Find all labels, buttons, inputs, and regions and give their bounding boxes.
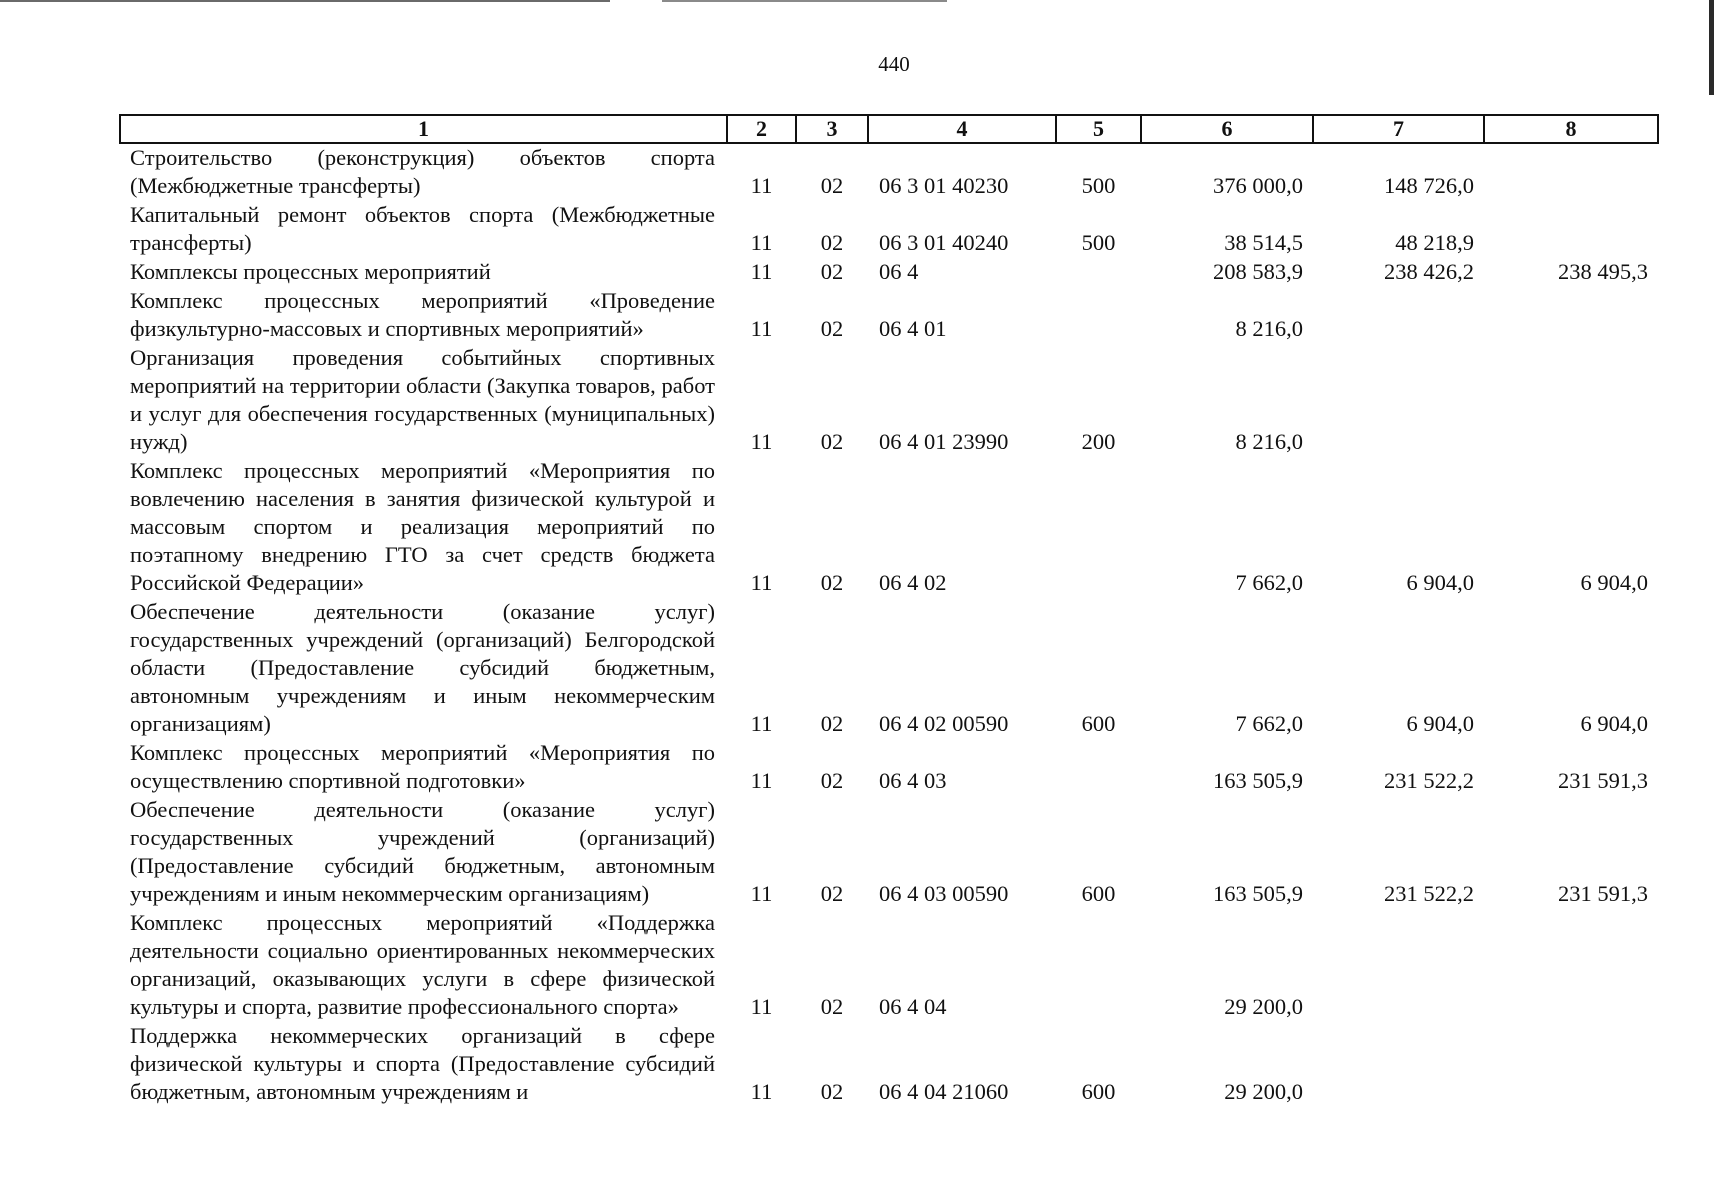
cell-amount-col6: 29 200,0 [1224, 1079, 1303, 1104]
cell-target-article: 06 4 03 00590 [879, 881, 1009, 906]
cell-expense-type: 500 [1081, 230, 1116, 255]
cell-amount-col7: 231 522,2 [1384, 881, 1474, 906]
cell-section: 11 [750, 768, 773, 793]
cell-section: 11 [750, 316, 773, 341]
column-header: 3 [796, 115, 868, 143]
cell-subsection: 02 [820, 570, 844, 595]
cell-section: 11 [750, 994, 773, 1019]
row-name: Комплекс процессных мероприятий «Мероприятия по вовлечению населения в занятия физической культурой и массовым спортом и реализация мероприятий по поэтапному внедрению ГТО за счет средств бюджета Российской Федерации» [130, 458, 715, 595]
cell-amount-col6: 38 514,5 [1224, 230, 1303, 255]
cell-expense-type [1056, 258, 1141, 287]
cell-expense-type: 600 [1081, 1079, 1116, 1104]
cell-expense-type: 600 [1081, 711, 1116, 736]
cell-subsection: 02 [820, 711, 844, 736]
cell-subsection: 02 [820, 994, 844, 1019]
cell-expense-type [1056, 739, 1141, 796]
page-number: 440 [878, 52, 910, 76]
scan-edge-line [0, 0, 610, 2]
row-name: Обеспечение деятельности (оказание услуг) государственных учреждений (организаций) (Предоставление субсидий бюджетным, автономным учреждениям и иным некоммерческим организациям) [130, 797, 715, 906]
column-header: 4 [868, 115, 1056, 143]
cell-amount-col6: 163 505,9 [1213, 881, 1303, 906]
cell-amount-col6: 7 662,0 [1235, 711, 1303, 736]
column-header: 1 [120, 115, 727, 143]
cell-expense-type [1056, 909, 1141, 1022]
cell-amount-col8 [1484, 909, 1658, 1022]
cell-target-article: 06 4 04 [879, 994, 947, 1019]
row-name: Комплекс процессных мероприятий «Поддержка деятельности социально ориентированных некоммерческих организаций, оказывающих услуги в сфере физической культуры и спорта, развитие профессионального спорта» [130, 910, 715, 1019]
cell-section: 11 [750, 429, 773, 454]
cell-section: 11 [750, 259, 773, 284]
cell-amount-col7: 148 726,0 [1384, 173, 1474, 198]
row-name: Комплекс процессных мероприятий «Проведение физкультурно-массовых и спортивных мероприятий» [130, 288, 715, 341]
table-row [120, 796, 1658, 909]
cell-amount-col7: 6 904,0 [1406, 711, 1474, 736]
cell-amount-col8: 6 904,0 [1580, 711, 1648, 736]
cell-expense-type: 200 [1081, 429, 1116, 454]
cell-amount-col8 [1484, 1022, 1658, 1107]
cell-amount-col7: 238 426,2 [1384, 259, 1474, 284]
table-header-row [120, 115, 1658, 143]
scan-edge-shadow [1709, 0, 1714, 95]
table-row [120, 1022, 1658, 1107]
cell-target-article: 06 4 04 21060 [879, 1079, 1009, 1104]
table-row [120, 287, 1658, 344]
cell-amount-col6: 163 505,9 [1213, 768, 1303, 793]
cell-amount-col8 [1484, 201, 1658, 258]
cell-amount-col7 [1313, 1022, 1484, 1107]
row-name: Капитальный ремонт объектов спорта (Межбюджетные трансферты) [130, 202, 715, 255]
cell-amount-col6: 7 662,0 [1235, 570, 1303, 595]
cell-amount-col8 [1484, 143, 1658, 201]
cell-amount-col7 [1313, 344, 1484, 457]
cell-amount-col7 [1313, 287, 1484, 344]
cell-target-article: 06 4 01 23990 [879, 429, 1009, 454]
cell-expense-type: 600 [1081, 881, 1116, 906]
cell-section: 11 [750, 230, 773, 255]
cell-section: 11 [750, 711, 773, 736]
column-header: 7 [1313, 115, 1484, 143]
budget-table [119, 114, 1659, 1107]
cell-amount-col6: 376 000,0 [1213, 173, 1303, 198]
cell-amount-col6: 8 216,0 [1235, 316, 1303, 341]
cell-target-article: 06 4 01 [879, 316, 947, 341]
row-name: Комплекс процессных мероприятий «Мероприятия по осуществлению спортивной подготовки» [130, 740, 715, 793]
column-header: 8 [1484, 115, 1658, 143]
row-name: Строительство (реконструкция) объектов спорта (Межбюджетные трансферты) [130, 145, 715, 198]
cell-target-article: 06 4 02 [879, 570, 947, 595]
cell-amount-col8: 231 591,3 [1558, 881, 1648, 906]
cell-amount-col7: 48 218,9 [1395, 230, 1474, 255]
table-row [120, 739, 1658, 796]
cell-amount-col8: 238 495,3 [1558, 259, 1648, 284]
cell-section: 11 [750, 570, 773, 595]
cell-amount-col8 [1484, 344, 1658, 457]
cell-amount-col7: 6 904,0 [1406, 570, 1474, 595]
cell-section: 11 [750, 1079, 773, 1104]
cell-amount-col6: 29 200,0 [1224, 994, 1303, 1019]
cell-subsection: 02 [820, 259, 844, 284]
cell-amount-col8: 231 591,3 [1558, 768, 1648, 793]
cell-target-article: 06 3 01 40230 [879, 173, 1009, 198]
cell-expense-type: 500 [1081, 173, 1116, 198]
cell-subsection: 02 [820, 429, 844, 454]
cell-target-article: 06 4 [879, 259, 919, 284]
table-row [120, 258, 1658, 287]
cell-section: 11 [750, 173, 773, 198]
cell-amount-col8: 6 904,0 [1580, 570, 1648, 595]
cell-subsection: 02 [820, 881, 844, 906]
table-row [120, 909, 1658, 1022]
table-body [120, 143, 1658, 1107]
cell-subsection: 02 [820, 1079, 844, 1104]
cell-target-article: 06 4 02 00590 [879, 711, 1009, 736]
cell-target-article: 06 4 03 [879, 768, 947, 793]
cell-amount-col7 [1313, 909, 1484, 1022]
cell-amount-col6: 8 216,0 [1235, 429, 1303, 454]
table-row [120, 344, 1658, 457]
cell-subsection: 02 [820, 768, 844, 793]
column-header: 6 [1141, 115, 1313, 143]
cell-expense-type [1056, 457, 1141, 598]
table-row [120, 598, 1658, 739]
cell-expense-type [1056, 287, 1141, 344]
cell-subsection: 02 [820, 316, 844, 341]
cell-subsection: 02 [820, 230, 844, 255]
column-header: 5 [1056, 115, 1141, 143]
row-name: Комплексы процессных мероприятий [130, 259, 491, 284]
row-name: Поддержка некоммерческих организаций в сфере физической культуры и спорта (Предоставление субсидий бюджетным, автономным учреждениям и [130, 1023, 715, 1104]
cell-target-article: 06 3 01 40240 [879, 230, 1009, 255]
cell-amount-col6: 208 583,9 [1213, 259, 1303, 284]
cell-section: 11 [750, 881, 773, 906]
cell-amount-col7: 231 522,2 [1384, 768, 1474, 793]
scan-edge-line [662, 0, 947, 2]
table-row [120, 457, 1658, 598]
cell-subsection: 02 [820, 173, 844, 198]
row-name: Организация проведения событийных спортивных мероприятий на территории области (Закупка товаров, работ и услуг для обеспечения государственных (муниципальных) нужд) [130, 345, 715, 454]
table-row [120, 201, 1658, 258]
cell-amount-col8 [1484, 287, 1658, 344]
table-row [120, 143, 1658, 201]
row-name: Обеспечение деятельности (оказание услуг) государственных учреждений (организаций) Белгородской области (Предоставление субсидий бюджетным, автономным учреждениям и иным некоммерческим организациям) [130, 599, 715, 736]
column-header: 2 [727, 115, 796, 143]
